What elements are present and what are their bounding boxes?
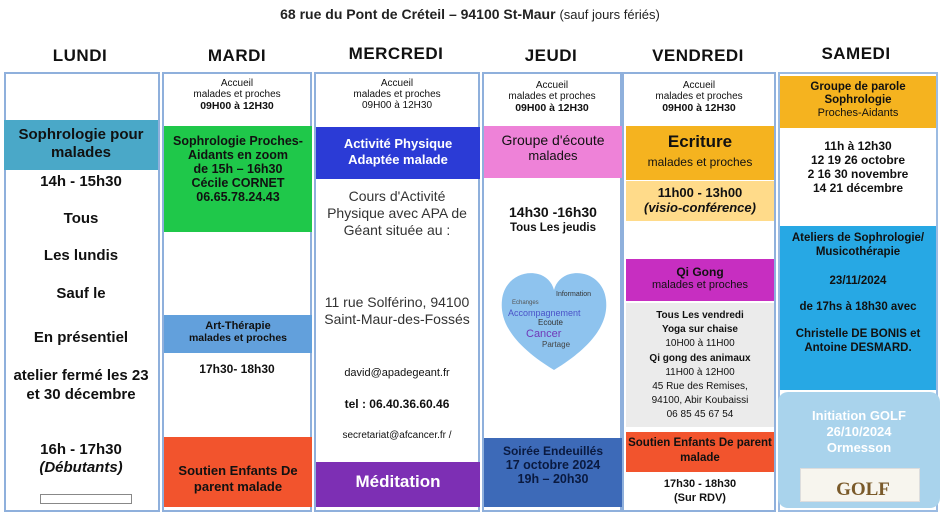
heart-word-ecoute: Ecoute — [538, 318, 563, 327]
vendredi-soutien-note: (Sur RDV) — [674, 492, 726, 504]
samedi-time: 11h à 12h30 — [824, 139, 892, 153]
lundi-time: 14h - 15h30 — [40, 173, 122, 190]
samedi-groupe-title: Groupe de parole Sophrologie — [810, 81, 906, 106]
jeudi-groupe-box — [484, 126, 622, 178]
samedi-ateliers-names: Christelle DE BONIS et Antoine DESMARD. — [795, 328, 921, 354]
day-header-jeudi: JEUDI — [524, 46, 578, 65]
vendredi-ecriture-mode: (visio-conférence) — [644, 200, 756, 215]
jeudi-accueil-title: Accueil — [535, 80, 569, 91]
vendredi-soutien: Soutien Enfants De parent malade — [628, 437, 772, 464]
jeudi-time: 14h30 -16h30 — [509, 204, 597, 220]
jeudi-accueil — [484, 80, 620, 114]
mercredi-email[interactable]: david@apadegeant.fr — [344, 367, 450, 379]
samedi-groupe-sub: Proches-Aidants — [817, 107, 899, 119]
vendredi-qigong-details — [626, 303, 774, 427]
mardi-soutien-title: Soutien Enfants De parent malade — [178, 463, 298, 494]
jeudi-accueil-hours: 09H00 à 12H30 — [515, 102, 589, 114]
golf-logo-text: GOLF — [836, 479, 890, 500]
lundi-level: (Débutants) — [39, 459, 123, 476]
mardi-art-time: 17h30- 18h30 — [199, 362, 275, 376]
mardi-sophro-name: Cécile CORNET — [191, 176, 285, 190]
vendredi-accueil-hours: 09H00 à 12H30 — [662, 102, 736, 114]
vendredi-qg1: Tous Les vendredi — [656, 310, 744, 321]
jeudi-soiree-date: 17 octobre 2024 — [505, 458, 601, 472]
jeudi-groupe-title: Groupe d'écoute — [501, 132, 605, 148]
address-note: (sauf jours fériés) — [559, 7, 660, 22]
address: 68 rue du Pont de Créteil – 94100 St-Maur — [280, 6, 556, 22]
mardi-sophro-time: de 15h – 16h30 — [193, 162, 283, 176]
samedi-golf-date: 26/10/2024 — [826, 424, 892, 439]
mardi-accueil-title: Accueil — [220, 78, 254, 89]
mercredi-accueil-title: Accueil — [380, 78, 414, 89]
mardi-sophro-box — [164, 126, 312, 232]
vendredi-accueil — [624, 80, 774, 114]
samedi-ateliers: Ateliers de Sophrologie/ Musicothérapie — [791, 232, 925, 258]
vendredi-qigong-box — [626, 259, 774, 301]
mardi-soutien-box — [164, 437, 312, 507]
lundi-closed-note: atelier fermé les 23 et 30 décembre — [13, 367, 149, 403]
vendredi-accueil-title: Accueil — [682, 80, 716, 91]
mercredi-meditation-box — [316, 462, 480, 507]
lundi-sophrologie-title: Sophrologie pour malades — [18, 126, 144, 161]
golf-logo — [800, 468, 920, 502]
vendredi-qg5: 11H00 à 12H00 — [665, 366, 735, 378]
day-header-samedi: SAMEDI — [821, 44, 891, 63]
heart-word-information: Information — [556, 291, 592, 298]
vendredi-accueil-who: malades et proches — [655, 91, 743, 102]
lundi-line3: Sauf le — [56, 285, 106, 302]
vendredi-ecriture-sub: malades et proches — [647, 155, 753, 169]
jeudi-soiree: Soirée Endeuillés — [502, 444, 604, 458]
samedi-dates — [780, 139, 936, 195]
mardi-art-sub: malades et proches — [188, 332, 288, 344]
jeudi-accueil-who: malades et proches — [508, 91, 596, 102]
samedi-golf-place: Ormesson — [826, 440, 892, 455]
mardi-accueil-hours: 09H00 à 12H30 — [200, 100, 274, 112]
jeudi-soiree-box — [484, 438, 622, 507]
samedi-golf-title: Initiation GOLF — [812, 408, 906, 423]
day-header-mardi: MARDI — [207, 46, 267, 65]
mercredi-desc: Cours d'Activité Physique avec APA de Géant située au : — [327, 188, 467, 238]
samedi-d3: 14 21 décembre — [812, 181, 904, 195]
vendredi-soutien-box — [626, 432, 774, 472]
heart-word-accompagnement: Accompagnement — [508, 308, 581, 318]
vendredi-qg4: Qi gong des animaux — [649, 352, 751, 364]
samedi-d1: 12 19 26 octobre — [810, 153, 906, 167]
mercredi-addr: 11 rue Solférino, 94100 Saint-Maur-des-Fossés — [324, 294, 470, 327]
vendredi-qg2: Yoga sur chaise — [662, 324, 738, 336]
mardi-accueil-who: malades et proches — [193, 89, 281, 100]
vendredi-qg8: 06 85 45 67 54 — [666, 409, 734, 421]
vendredi-qg6: 45 Rue des Remises, — [652, 381, 748, 393]
mardi-sophro-phone: 06.65.78.24.43 — [196, 190, 280, 204]
mercredi-email2[interactable]: secretariat@afcancer.fr / — [342, 430, 452, 441]
vendredi-qg3: 10H00 à 11H00 — [665, 338, 735, 350]
vendredi-qigong-sub: malades et proches — [652, 279, 748, 291]
mardi-art-box — [164, 315, 312, 353]
day-header-vendredi: VENDREDI — [652, 46, 744, 65]
samedi-ateliers-date: 23/11/2024 — [829, 275, 887, 287]
mardi-accueil — [164, 78, 310, 112]
samedi-ateliers-box — [780, 226, 936, 390]
vendredi-ecriture-time: 11h00 - 13h00 — [657, 185, 743, 200]
mercredi-accueil-who: malades et proches — [353, 89, 441, 100]
jeudi-soiree-time: 19h – 20h30 — [517, 472, 589, 486]
vendredi-soutien-time: 17h30 - 18h30 — [663, 478, 737, 490]
mercredi-apa-box — [316, 127, 480, 179]
day-header-mercredi: MERCREDI — [348, 44, 444, 63]
samedi-ateliers-time: de 17hs à 18h30 avec — [799, 301, 917, 313]
jeudi-groupe-sub: malades — [528, 148, 578, 163]
samedi-d2: 2 16 30 novembre — [807, 167, 909, 181]
vendredi-ecriture-box — [626, 126, 774, 180]
day-header-lundi: LUNDI — [52, 46, 108, 65]
vendredi-qg7: 94100, Abir Koubaissi — [651, 395, 749, 407]
vendredi-qigong: Qi Gong — [676, 265, 724, 279]
mardi-art-title: Art-Thérapie — [205, 320, 271, 332]
heart-icon — [498, 266, 610, 372]
vendredi-ecriture: Ecriture — [667, 132, 733, 151]
lundi-bottom-frame — [40, 494, 132, 504]
mercredi-accueil — [316, 78, 478, 111]
heart-word-echanges: Echanges — [512, 300, 539, 306]
lundi-line2: Les lundis — [43, 247, 119, 264]
vendredi-ecriture-time-box — [626, 181, 774, 221]
lundi-line4: En présentiel — [33, 329, 129, 346]
mercredi-tel: tel : 06.40.36.60.46 — [344, 397, 450, 411]
heart-word-cancer: Cancer — [526, 328, 562, 340]
mercredi-accueil-hours: 09H00 à 12H30 — [361, 100, 433, 111]
lundi-line1: Tous — [63, 210, 99, 227]
lundi-sophrologie-box — [4, 120, 158, 170]
samedi-groupe-box — [780, 76, 936, 128]
heart-word-partage: Partage — [542, 340, 571, 349]
lundi-time2: 16h - 17h30 — [40, 441, 122, 458]
mercredi-meditation: Méditation — [355, 472, 441, 491]
address-line — [0, 6, 940, 22]
jeudi-note: Tous Les jeudis — [509, 222, 597, 234]
mercredi-apa-title: Activité Physique Adaptée malade — [343, 136, 453, 167]
mardi-sophro-title: Sophrologie Proches-Aidants en zoom — [173, 134, 303, 162]
